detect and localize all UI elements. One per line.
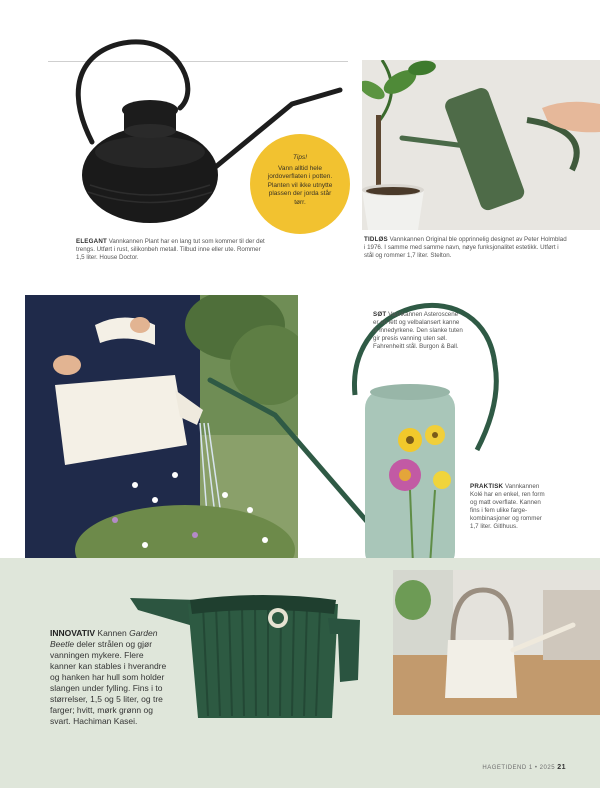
green-ribbed-can-photo <box>128 590 368 730</box>
tip-label: Tips! <box>292 154 308 161</box>
caption-sot-label: SØT <box>373 311 387 318</box>
tip-bubble <box>250 134 350 234</box>
caption-praktisk-label: PRAKTISK <box>470 483 504 490</box>
white-can-kitchen-photo <box>393 570 600 715</box>
caption-tidlos-label: TIDLØS <box>364 236 388 243</box>
footer-issue: 1 • 2025 <box>528 765 556 771</box>
caption-elegant-text: Vannkannen Plant har en lang tut som kommer til der det trengs. Utført i rust, silikonbeh metall. Tilbud inne eller ute. Rommer 1,5 liter. House Doctor. <box>76 238 265 261</box>
caption-elegant <box>76 238 266 262</box>
caption-innovativ-text-after: deler strålen og gjør vanningen mykere. Flere kanner kan stables i hverandre og hanken har hull som holder slangen under fylling. Fins i to størrelser, 1,5 og 5 liter, og tre farger; hvitt, mørk grønn og svart. Hachiman Kasei. <box>50 639 167 726</box>
page-number: 21 <box>557 764 566 771</box>
caption-innovativ-label: INNOVATIV <box>50 628 96 638</box>
footer-magazine: HAGETIDEND <box>482 765 527 771</box>
caption-praktisk <box>470 483 550 531</box>
caption-elegant-label: ELEGANT <box>76 238 107 245</box>
caption-praktisk-text: Vannkannen Kolé har en enkel, ren form og matt overflate. Kannen fins i fem ulike farge-kombinasjoner og rommer 1,7 liter. Gitlhuus. <box>470 483 545 530</box>
caption-innovativ-product: Garden Beetle <box>50 628 158 649</box>
green-can-plant-photo <box>362 60 600 230</box>
caption-sot <box>373 311 465 351</box>
page-footer <box>482 764 566 771</box>
caption-sot-text: Vannkannen Asteroscene er en lett og velbalansert kanne til innedyrkene. Den slanke tuten gir presis vanning uten søl. Fahrenheitt stål. Burgon & Ball. <box>373 311 463 350</box>
tip-text: Vann alltid hele jordoverflaten i potten. Planten vil ikke utnytte plassen der jorda står tørr. <box>267 164 333 206</box>
caption-tidlos-text: Vannkannen Original ble opprinnelig designet av Peter Holmblad i 1976. I samme med samme navn, nøye funksjonalitet estetikk. Utført i stål og rommer 1,7 liter. Stelton. <box>364 236 567 259</box>
caption-tidlos <box>364 236 569 260</box>
caption-innovativ-text-before: Kannen <box>97 628 130 638</box>
